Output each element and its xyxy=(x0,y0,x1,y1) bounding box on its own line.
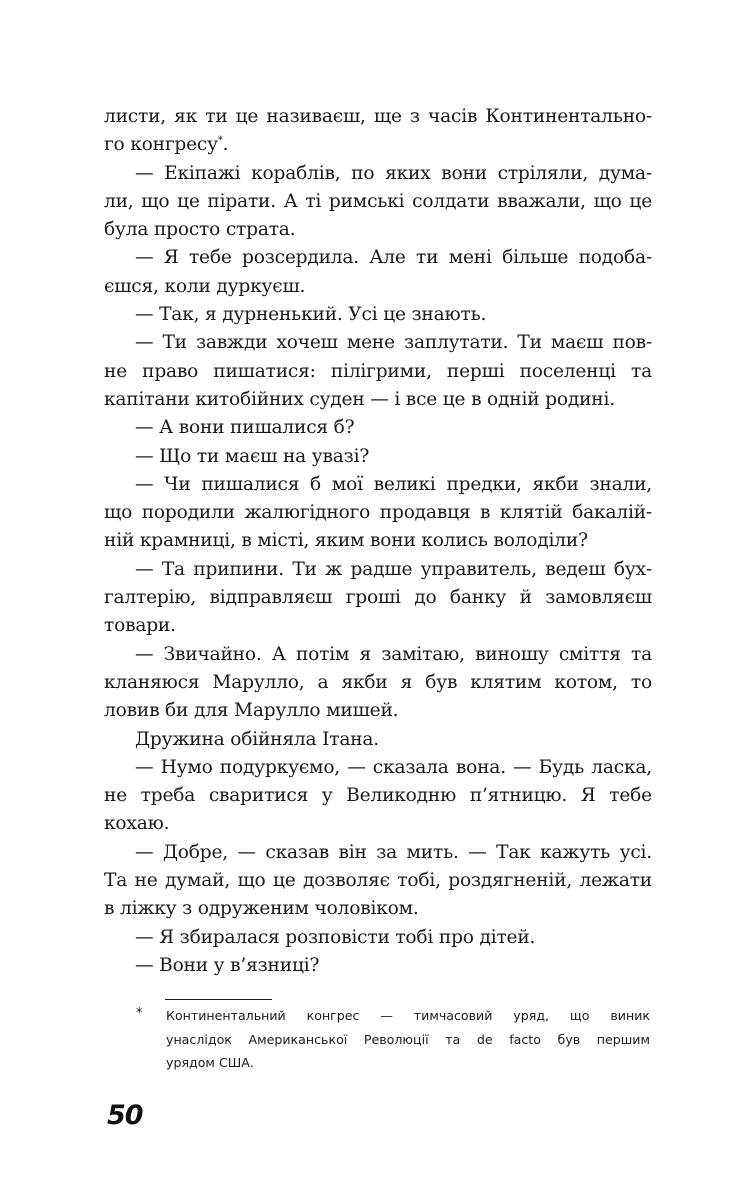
text-line: кланяюся Марулло, а якби я був клятим котом, то xyxy=(104,671,652,693)
footnote-marker: * xyxy=(136,1006,143,1021)
footnote xyxy=(166,1004,650,1075)
text-line: ли, що це пірати. А ті римські солдати вважали, що це xyxy=(104,190,652,212)
text-line: була просто страта. xyxy=(104,219,296,241)
footnote-line: урядом США. xyxy=(166,1055,254,1070)
text-line: ловив би для Марулло мишей. xyxy=(104,700,399,722)
text-line: що породили жалюгідного продавця в клятій бакалій- xyxy=(104,502,652,524)
text-line: — Та припини. Ти ж радше управитель, ведеш бух- xyxy=(135,558,652,580)
text-line: — Я тебе розсердила. Але ти мені більше подоба- xyxy=(135,247,652,269)
text-line: капітани китобійних суден — і все це в одній родині. xyxy=(104,388,615,410)
text-line: не треба сваритися у Великодню п’ятницю. Я тебе xyxy=(104,785,652,807)
text-line: кохаю. xyxy=(104,813,170,835)
text-line: — Звичайно. А потім я замітаю, виношу сміття та xyxy=(135,643,652,665)
footnote-marker: * xyxy=(217,135,223,147)
text-line: — Я збиралася розповісти тобі про дітей. xyxy=(135,926,536,948)
text-line: — Добре, — сказав він за мить. — Так кажуть усі. xyxy=(135,841,652,863)
text-line: Дружина обійняла Ітана. xyxy=(135,728,380,750)
text-line: — Що ти маєш на увазі? xyxy=(135,445,370,467)
text-line xyxy=(104,131,652,159)
footnote-line: Континентальний конгрес — тимчасовий уряд, що виник xyxy=(166,1008,650,1023)
text-line: — А вони пишалися б? xyxy=(135,417,355,439)
text-fragment: го конгресу xyxy=(104,134,218,156)
page-number: 50 xyxy=(107,1100,143,1131)
text-line: галтерію, відправляєш гроші до банку й замовляєш xyxy=(104,587,652,609)
text-fragment: . xyxy=(222,134,229,156)
text-line: — Чи пишалися б мої великі предки, якби знали, xyxy=(135,473,652,495)
text-line: не право пишатися: пілігрими, перші поселенці та xyxy=(104,360,652,382)
text-line: — Вони у в’язниці? xyxy=(135,954,320,976)
text-line: — Так, я дурненький. Усі це знають. xyxy=(135,304,487,326)
text-line: Та не думай, що це дозволяє тобі, роздягненій, лежати xyxy=(104,870,652,892)
text-line: листи, як ти це називаєш, ще з часів Континентально- xyxy=(104,106,652,127)
footnote-line: унаслідок Американської Революції та de facto був першим xyxy=(166,1031,650,1047)
text-line: — Нумо подуркуємо, — сказала вона. — Будь ласка, xyxy=(135,756,652,778)
body-text xyxy=(104,103,652,980)
text-line: — Ти завжди хочеш мене заплутати. Ти маєш пов- xyxy=(135,332,652,354)
text-line: товари. xyxy=(104,615,176,637)
text-line: єшся, коли дуркуєш. xyxy=(104,275,306,297)
text-line: — Екіпажі кораблів, по яких вони стріляли, дума- xyxy=(135,162,652,184)
footnote-divider xyxy=(165,999,272,1000)
text-line: ній крамниці, в місті, яким вони колись володіли? xyxy=(104,530,588,552)
text-line: в ліжку з одруженим чоловіком. xyxy=(104,898,419,920)
